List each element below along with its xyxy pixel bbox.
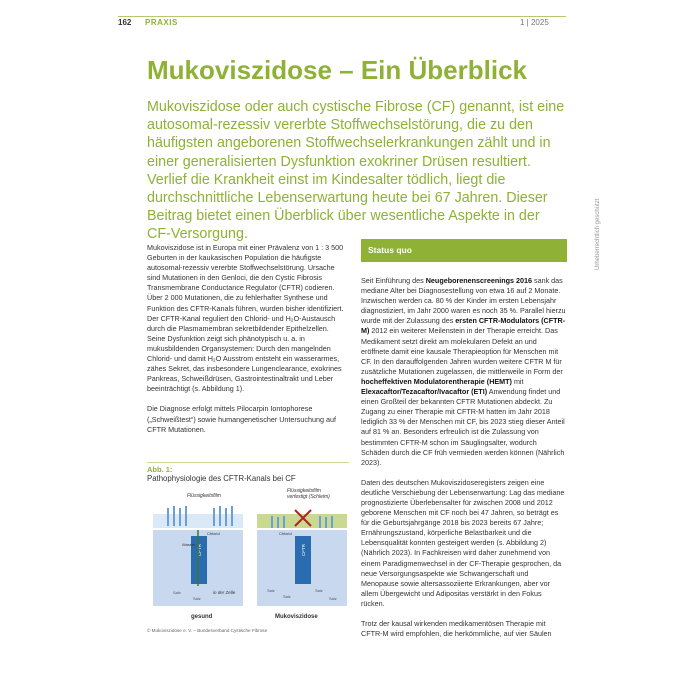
healthy-wasser-label: Wasser xyxy=(182,542,196,547)
figure-label: Abb. 1: xyxy=(147,465,173,474)
figure-credit: © Mukoviszidose e. V. – Bundesverband Cystische Fibrose xyxy=(147,628,268,633)
cf-salz-3: Salz xyxy=(315,588,323,593)
left-column xyxy=(147,243,349,435)
left-paragraph-1: Mukoviszidose ist in Europa mit einer Prävalenz von 1 : 3 500 Geburten in der kaukasischen Population die häufigste autosomal-rezessiv vererbte Stoffwechselstörung. Ursache sind Mutationen in den Genloci, die den Cystic Fibrosis Transmembrane Conductance Regulator (CFTR) codieren. Über 2 000 Mutationen, die zu fehlerhafter Synthese und Funktion des CFTR-Kanals führen, wurden bisher identifiziert. Der CFTR-Kanal reguliert den Chlorid- und H₂O-Austausch durch die Plasmamembran sekretbildender Epithelzellen. Seine Dysfunktion zeigt sich phänotypisch u. a. in mukusbildenden Organsystemen: Durch den mangelnden Chlorid- und damit H₂O Ausstrom entsteht ein wasserarmes, zähes Sekret, das insbesondere Lungenclearance, exokrines Pankreas, Schweißdrüsen, Gastrointestinaltrakt und Leber beeinträchtigt (s. Abbildung 1). xyxy=(147,243,344,394)
cf-salz-2: Salz xyxy=(283,594,291,599)
healthy-salz-2: Salz xyxy=(193,596,201,601)
healthy-fluid-layer xyxy=(153,514,243,528)
cf-label: Mukoviszidose xyxy=(275,614,318,620)
left-paragraph-2: Die Diagnose erfolgt mittels Pilocarpin Iontophorese („Schweißtest“) sowie humangenetischer Untersuchung auf CFTR Mutationen. xyxy=(147,404,336,434)
cf-cftr-label: CFTR xyxy=(301,544,306,556)
cf-cftr-channel xyxy=(295,536,311,584)
healthy-chlorid-label: Chlorid xyxy=(207,531,220,536)
in-der-zelle-label: in der Zelle xyxy=(213,590,236,595)
cf-salz-4: Salz xyxy=(329,596,337,601)
cf-fluid-label-1: Flüssigkeitsfilm xyxy=(287,488,321,494)
right-column xyxy=(361,276,567,639)
cf-salz-1: Salz xyxy=(267,588,275,593)
healthy-fluid-label: Flüssigkeitsfilm xyxy=(187,493,221,499)
healthy-cftr-label: CFTR xyxy=(197,544,202,556)
page-number: 162 xyxy=(118,18,132,27)
header-rule xyxy=(118,16,566,17)
cftr-figure xyxy=(147,486,352,634)
issue-label: 1 | 2025 xyxy=(520,18,549,27)
right-paragraph-3: Trotz der kausal wirkenden medikamentösen Therapie mit CFTR-M wird empfohlen, die herkömmliche, auf vier Säulen xyxy=(361,619,552,639)
section-label: PRAXIS xyxy=(145,18,178,27)
figure-caption: Pathophysiologie des CFTR-Kanals bei CF xyxy=(147,474,296,483)
right-paragraph-1: Seit Einführung des Neugeborenenscreenings 2016 sank das mediane Alter bei Diagnosestellung von etwa 16 auf 2 Monate. Inzwischen werden ca. 80 % der Kinder im ersten Lebensjahr diagnostiziert, im Jahr 2000 waren es noch 35 %. Parallel hierzu wurde mit der Zulassung des ersten CFTR-Modulators (CFTR-M) 2012 ein weiterer Meilenstein in der Therapie erreicht. Das Medikament setzt direkt am molekularen Defekt an und eröffnete damit eine kausale Therapieoption für Menschen mit CF. In den darauffolgenden Jahren wurden weitere CFTR M für zusätzliche Mutationen zugelassen, die mittlerweile in Form der hocheffektiven Modulatorentherapie (HEMT) mit Elexacaftor/Tezacaftor/Ivacaftor (ETI) Anwendung findet und einen Großteil der bekannten CFTR Mutationen abdeckt. Zu Zugang zu einer Therapie mit CFTR-M hatten im Jahr 2018 lediglich 33 % der Menschen mit CF, bis 2023 stieg dieser Anteil auf 81 % an. Besonders erfreulich ist die Zulassung von bestimmten CFTR-M schon im Säuglingsalter, wodurch Schäden durch die CF früh vermieden werden können (Nährlich 2023). xyxy=(361,276,566,467)
right-paragraph-2: Daten des deutschen Mukoviszidoseregisters zeigen eine deutliche Verschiebung der Lebenserwartung: Lag das mediane prognostizierte Überlebensalter für zwischen 2008 und 2012 geborene Menschen mit CF noch bei 47 Jahren, so beträgt es für die Geburtsjahrgänge 2018 bis 2023 bereits 67 Jahre; Ernährungszustand, körperliche Belastbarkeit und die Lebensqualität konnten gesteigert werden (s. Abbildung 2) (Nährlich 2023). In Fachkreisen wird daher zunehmend von einem Paradigmenwechsel in der CF-Therapie gesprochen, da neue Versorgungsaspekte wie Schwangerschaft und Menopause sowie altersassoziierte Erkrankungen, aber vor allem Übergewicht und Adipositas verstärkt in den Fokus rücken. xyxy=(361,477,565,608)
article-lead: Mukoviszidose oder auch cystische Fibrose (CF) genannt, ist eine autosomal-rezessiv vererbte Stoffwechselstörung, die zu den häufigsten angeborenen Stoffwechselerkrankungen zählt und in einer generalisierten Dysfunktion exokriner Drüsen resultiert. Verlief die Krankheit einst im Kindesalter tödlich, liegt die durchschnittliche Lebenserwartung heute bei 67 Jahren. Dieser Beitrag bietet einen Überblick über wesentliche Aspekte in der CF-Versorgung. xyxy=(147,99,565,243)
healthy-label: gesund xyxy=(191,614,213,620)
cf-chlorid-label: Chlorid xyxy=(279,531,292,536)
figure-rule xyxy=(147,462,349,463)
cf-fluid-label-2: verfestigt (Schleim) xyxy=(287,494,330,500)
healthy-salz-1: Salz xyxy=(173,590,181,595)
status-quo-heading: Status quo xyxy=(368,245,412,255)
copyright-side-note: Urheberrechtlich geschützt xyxy=(595,198,601,270)
article-title: Mukoviszidose – Ein Überblick xyxy=(147,55,527,85)
